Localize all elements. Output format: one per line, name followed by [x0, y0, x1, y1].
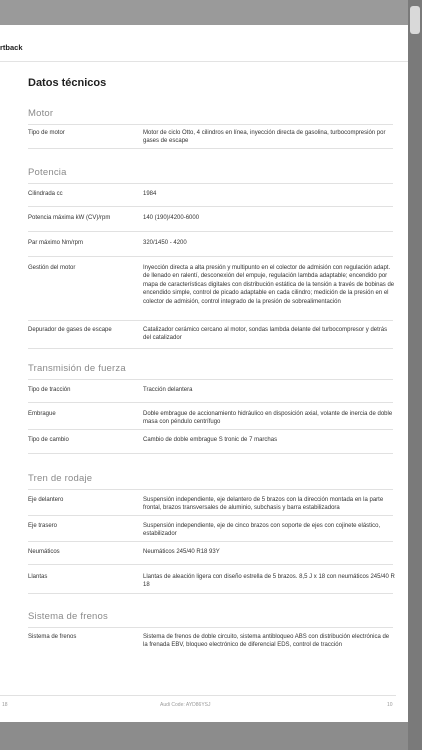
spec-label: Embrague — [28, 411, 56, 417]
spec-value: Suspensión independiente, eje delantero de 5 brazos con la dirección montada en la parte frontal, brazos transversales de aluminio, subchasis y barra estabilizadora — [143, 497, 384, 512]
section-divider — [28, 489, 393, 490]
spec-label: Cilindrada cc — [28, 191, 63, 197]
spec-value: Motor de ciclo Otto, 4 cilindros en línea, inyección directa de gasolina, turbocompresión por gases de escape — [143, 130, 386, 145]
footer-left-text: 18 — [2, 702, 8, 708]
row-divider — [28, 402, 393, 403]
section-title-frenos: Sistema de frenos — [28, 611, 108, 622]
row-divider — [28, 320, 393, 321]
row-divider — [28, 148, 393, 149]
row-divider — [28, 231, 393, 232]
spec-label: Eje delantero — [28, 497, 64, 503]
row-divider — [28, 593, 393, 594]
document-page — [0, 25, 408, 722]
row-divider — [28, 429, 393, 430]
page-number: 10 — [387, 702, 393, 708]
header-title: rtback — [0, 43, 23, 52]
spec-label: Par máximo Nm/rpm — [28, 240, 84, 246]
row-divider — [28, 453, 393, 454]
section-divider — [28, 379, 393, 380]
section-title-transmision: Transmisión de fuerza — [28, 363, 126, 374]
spec-value: Cambio de doble embrague S tronic de 7 marchas — [143, 437, 278, 443]
spec-label: Depurador de gases de escape — [28, 327, 112, 333]
row-divider — [28, 541, 393, 542]
spec-value: Inyección directa a alta presión y multipunto en el colector de admisión con regulación adapt. de llenado en ralentí, desconexión del empuje, regulación lambda adaptable; encendido por mapa de características digitales con distribución estática de la tensión a través de bobinas de encendido simple, control de picado adaptable en cada cilindro; medición de la presión en el colector de admisión, control integrado de la presión de sobrealimentación — [143, 265, 395, 305]
section-divider — [28, 124, 393, 125]
row-divider — [28, 348, 393, 349]
spec-label: Tipo de motor — [28, 130, 65, 136]
spec-value: Sistema de frenos de doble circuito, sistema antibloqueo ABS con distribución electrónica de la frenada EBV, bloqueo electrónico de diferencial EDS, control de tracción — [143, 634, 390, 649]
row-divider — [28, 564, 393, 565]
footer-divider — [0, 695, 396, 696]
spec-value: Catalizador cerámico cercano al motor, sondas lambda delante del turbocompresor y detrás del catalizador — [143, 327, 388, 342]
spec-label: Llantas — [28, 574, 48, 580]
spec-value: Suspensión independiente, eje de cinco brazos con soporte de ejes con cojinete elástico, estabilizador — [143, 523, 381, 538]
spec-label: Tipo de tracción — [28, 387, 71, 393]
section-title-potencia: Potencia — [28, 167, 67, 178]
scrollbar-thumb[interactable] — [410, 6, 420, 34]
spec-label: Eje trasero — [28, 523, 58, 529]
header-divider — [0, 61, 408, 62]
section-divider — [28, 183, 393, 184]
spec-label: Potencia máxima kW (CV)/rpm — [28, 215, 111, 221]
scrollbar[interactable] — [408, 0, 422, 750]
spec-value: 140 (190)/4200-6000 — [143, 215, 200, 221]
spec-value: 1984 — [143, 191, 157, 197]
row-divider — [28, 206, 393, 207]
spec-value: Doble embrague de accionamiento hidráulico en disposición axial, volante de inercia de doble masa con péndulo centrífugo — [143, 411, 393, 426]
spec-value: 320/1450 - 4200 — [143, 240, 187, 246]
spec-value: Neumáticos 245/40 R18 93Y — [143, 549, 220, 555]
footer-audi-code: Audi Code: AYD86YSJ — [160, 702, 211, 708]
spec-value: Tracción delantera — [143, 387, 193, 393]
spec-label: Sistema de frenos — [28, 634, 77, 640]
section-title-motor: Motor — [28, 108, 54, 119]
section-divider — [28, 627, 393, 628]
row-divider — [28, 515, 393, 516]
page-title: Datos técnicos — [28, 77, 107, 89]
spec-value: Llantas de aleación ligera con diseño estrella de 5 brazos. 8,5 J x 18 con neumáticos 245/40 R 18 — [143, 574, 395, 589]
spec-label: Tipo de cambio — [28, 437, 69, 443]
spec-label: Neumáticos — [28, 549, 60, 555]
spec-label: Gestión del motor — [28, 265, 76, 271]
top-border — [0, 0, 408, 25]
row-divider — [28, 256, 393, 257]
section-title-tren: Tren de rodaje — [28, 473, 93, 484]
